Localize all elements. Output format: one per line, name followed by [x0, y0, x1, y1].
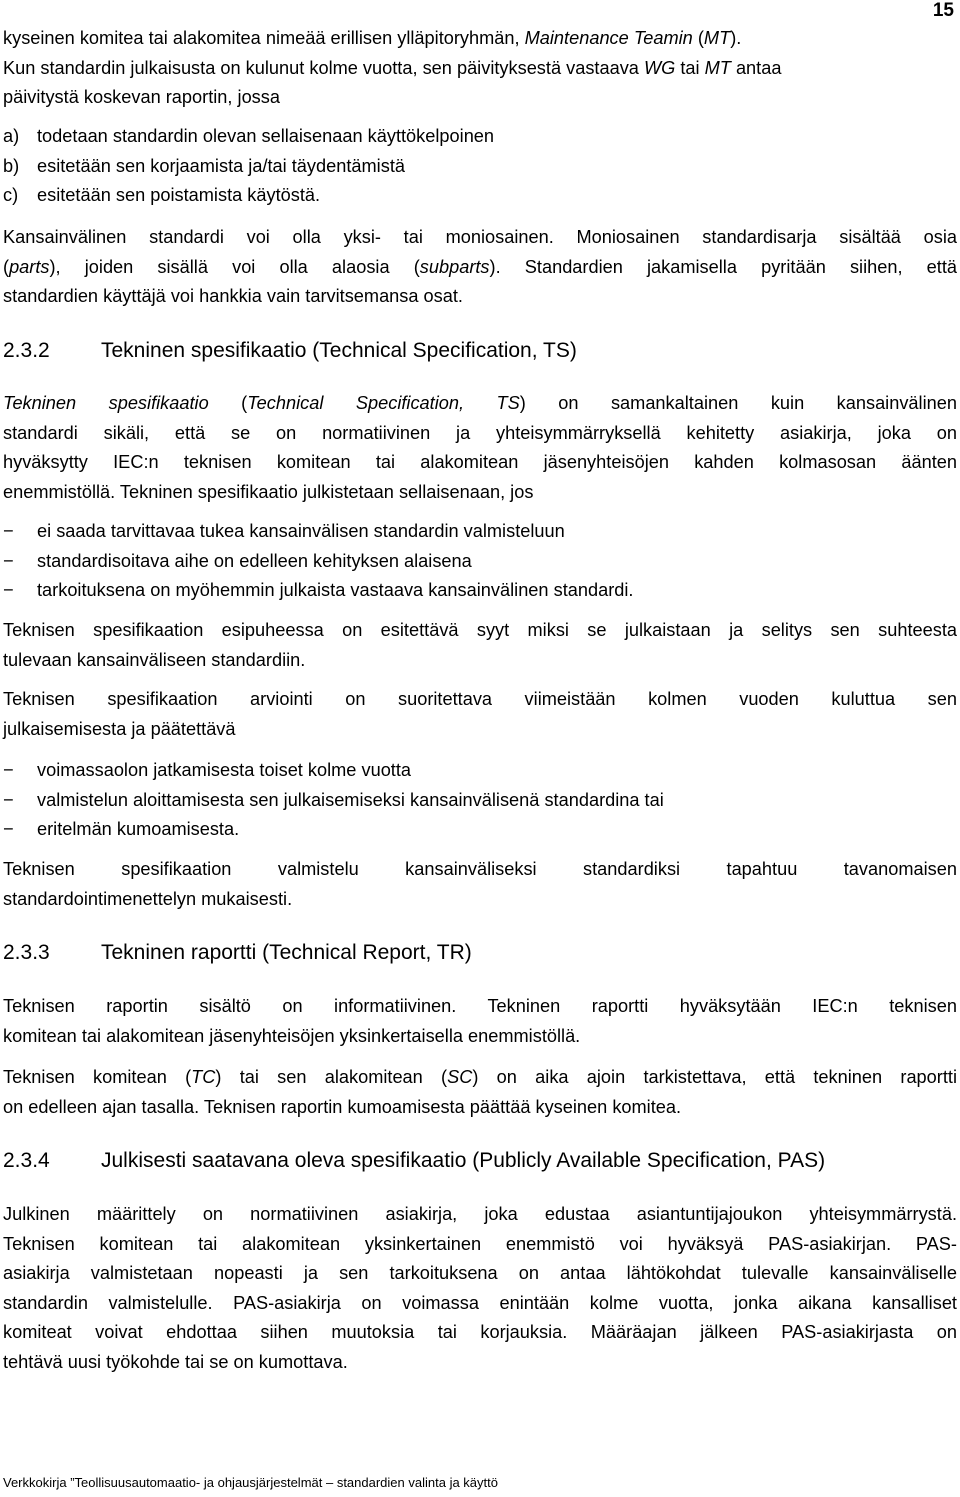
ts-conditions-list: [3, 517, 957, 606]
list-item: − tarkoituksena on myöhemmin julkaista vastaava kansainvälinen standardi.: [3, 580, 634, 600]
section-heading-2-3-3: 2.3.3 Tekninen raportti (Technical Report, TR): [3, 941, 472, 964]
technical-report-paragraph-1: Teknisen raportin sisältö on informatiivinen. Tekninen raportti hyväksytään IEC:n teknisen komitean tai alakomitean jäsenyhteisöjen yksinkertaisella enemmistöllä.: [3, 996, 957, 1046]
section-heading-2-3-2: 2.3.2 Tekninen spesifikaatio (Technical Specification, TS): [3, 339, 577, 362]
section-heading-2-3-4: 2.3.4 Julkisesti saatavana oleva spesifikaatio (Publicly Available Specification, PAS): [3, 1149, 826, 1172]
intro-line-3: päivitystä koskevan raportin, jossa: [3, 87, 280, 107]
list-item: − ei saada tarvittavaa tukea kansainvälisen standardin valmisteluun: [3, 521, 565, 541]
international-standard-paragraph: Kansainvälinen standardi voi olla yksi- tai moniosainen. Moniosainen standardisarja sisältää osia (parts), joiden sisällä voi olla alaosia (subparts). Standardien jakamisella pyritään siihen, että standardien käyttäjä voi hankkia vain tarvitsemansa osat.: [3, 227, 957, 306]
technical-specification-paragraph: Tekninen spesifikaatio (Technical Specification, TS) on samankaltainen kuin kansainvälinen standardi sikäli, että se on normatiivinen ja yhteisymmärryksellä kehitetty asiakirja, joka on hyväksytty IEC:n teknisen komitean tai alakomitean jäsenyhteisöjen kahden kolmasosan äänten enemmistöllä. Tekninen spesifikaatio julkistetaan sellaisenaan, jos: [3, 393, 957, 502]
ts-evaluation-paragraph: Teknisen spesifikaation arviointi on suoritettava viimeistään kolmen vuoden kuluttua sen julkaisemisesta ja päätettävä: [3, 689, 957, 739]
technical-report-paragraph-2: Teknisen komitean (TC) tai sen alakomitean (SC) on aika ajoin tarkistettava, että tekninen raportti on edelleen ajan tasalla. Teknisen raportin kumoamisesta päättää kyseinen komitea.: [3, 1067, 957, 1117]
pas-paragraph: Julkinen määrittely on normatiivinen asiakirja, joka edustaa asiantuntijajoukon yhteisymmärrystä. Teknisen komitean tai alakomitean yksinkertainen enemmistö voi hyväksyä PAS-asiakirjan. PAS- asiakirja valmistetaan nopeasti ja sen tarkoituksena on antaa lähtökohdat tulevalle kansainväliselle standardin valmistelulle. PAS-asiakirja on voimassa enintään kolme vuotta, jonka aikana kansalliset komiteat voivat ehdottaa siihen muutoksia tai korjauksia. Määräajan jälkeen PAS-asiakirjasta on tehtävä uusi työkohde tai se on kumottava.: [3, 1204, 957, 1372]
alpha-list: [3, 122, 957, 211]
ts-preparation-paragraph: Teknisen spesifikaation valmistelu kansainväliseksi standardiksi tapahtuu tavanomaisen standardointimenettelyn mukaisesti.: [3, 859, 957, 909]
list-item: c) esitetään sen poistamista käytöstä.: [3, 185, 321, 205]
list-item: − eritelmän kumoamisesta.: [3, 819, 240, 839]
page-number: 15: [932, 0, 954, 21]
list-item: − valmistelun aloittamisesta sen julkaisemiseksi kansainvälisenä standardina tai: [3, 789, 664, 810]
page-footer: Verkkokirja ”Teollisuusautomaatio- ja ohjausjärjestelmät – standardien valinta ja käyttö: [3, 1475, 498, 1490]
list-item: a) todetaan standardin olevan sellaisenaan käyttökelpoinen: [3, 126, 495, 146]
list-item: − voimassaolon jatkamisesta toiset kolme vuotta: [3, 760, 412, 780]
list-item: b) esitetään sen korjaamista ja/tai täydentämistä: [3, 155, 405, 176]
intro-line-1: kyseinen komitea tai alakomitea nimeää erillisen ylläpitoryhmän, Maintenance Teamin (MT).: [3, 28, 742, 48]
ts-preface-paragraph: Teknisen spesifikaation esipuheessa on esitettävä syyt miksi se julkaistaan ja selitys sen suhteesta tulevaan kansainväliseen standardiin.: [3, 620, 957, 670]
intro-line-2: Kun standardin julkaisusta on kulunut kolme vuotta, sen päivityksestä vastaava WG tai MT antaa: [3, 57, 782, 78]
intro-paragraph: [3, 24, 957, 113]
ts-evaluation-list: [3, 756, 957, 845]
list-item: − standardisoitava aihe on edelleen kehityksen alaisena: [3, 550, 472, 571]
